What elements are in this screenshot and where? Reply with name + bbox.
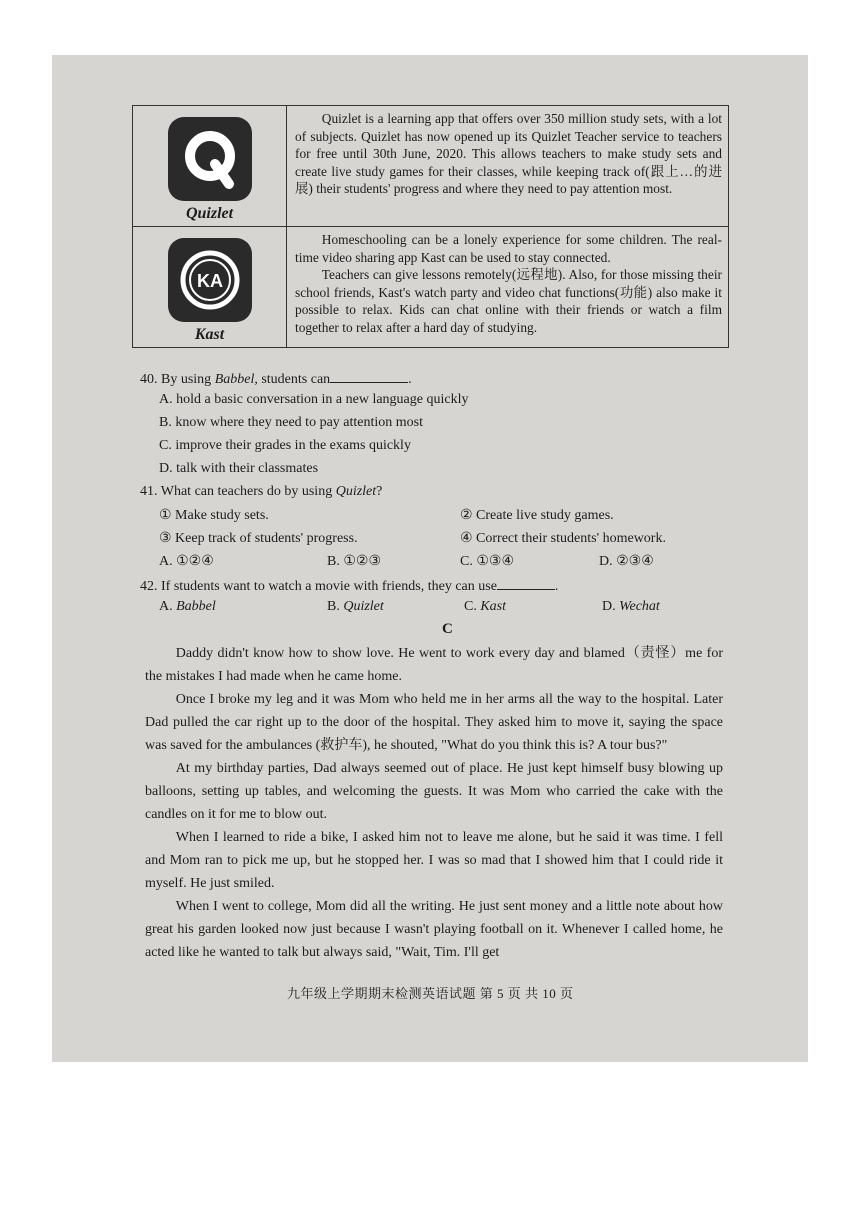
q41-statement-2: ② Create live study games. xyxy=(460,508,614,523)
app-row-kast xyxy=(133,227,729,348)
kast-logo-cell xyxy=(133,227,287,348)
quizlet-name: Quizlet xyxy=(185,205,234,222)
kast-name: Kast xyxy=(194,326,225,343)
kast-paragraph-1: Homeschooling can be a lonely experience for some children. The real-time video sharing app Kast can be used to stay connected. xyxy=(295,232,722,265)
q41-option-c: C. ①③④ xyxy=(460,554,514,569)
q42-option-a: A. Babbel xyxy=(159,599,216,614)
q41-option-b: B. ①②③ xyxy=(327,554,381,569)
q41-statement-1: ① Make study sets. xyxy=(159,508,269,523)
q42-option-d: D. Wechat xyxy=(602,599,660,614)
passage-paragraph-1: Daddy didn't know how to show love. He went to work every day and blamed（责怪）me for the mistakes I had made when he came home. xyxy=(145,646,723,684)
q40-option-d: D. talk with their classmates xyxy=(159,461,319,476)
answer-blank xyxy=(330,369,408,383)
passage-paragraph-2: Once I broke my leg and it was Mom who held me in her arms all the way to the hospital. Later Dad pulled the car right up to the door of the hospital. They asked him to move it, saying the space was saved for the ambulances (救护车), he shouted, "What do you think this is? A tour bus?" xyxy=(145,692,723,753)
section-heading: C xyxy=(442,621,453,637)
question-40-stem: 40. By using Babbel, students can . xyxy=(140,369,412,388)
kast-logo-icon xyxy=(168,238,252,322)
answer-blank xyxy=(497,576,555,590)
exam-page xyxy=(52,55,808,1062)
kast-paragraph-2: Teachers can give lessons remotely(远程地). Also, for those missing their school friends, Kast's watch party and video chat functions(功能) also make it possible to relax. Kids can chat online with their friends or watch a film together to relax after a hard day of studying. xyxy=(295,267,722,335)
question-42-stem: 42. If students want to watch a movie with friends, they can use . xyxy=(140,576,558,595)
passage-c xyxy=(145,642,723,964)
quizlet-paragraph: Quizlet is a learning app that offers over 350 million study sets, with a lot of subjects. Quizlet has now opened up its Quizlet Teacher service to teachers for free until 30th June, 2020. This allows teachers to make study sets and create live study games for their classes, while keeping track of(跟上…的进展) their students' progress and where they need to pay attention most. xyxy=(295,111,722,197)
app-info-table xyxy=(132,105,729,348)
question-41-stem: 41. What can teachers do by using Quizlet? xyxy=(140,484,383,499)
q40-option-a: A. hold a basic conversation in a new language quickly xyxy=(159,392,469,407)
app-row-quizlet xyxy=(133,106,729,227)
q40-option-b: B. know where they need to pay attention most xyxy=(159,415,423,430)
page-footer: 九年级上学期期末检测英语试题 第 5 页 共 10 页 xyxy=(287,986,574,1001)
quizlet-description xyxy=(287,106,729,227)
quizlet-logo-cell xyxy=(133,106,287,227)
q41-statement-3: ③ Keep track of students' progress. xyxy=(159,531,358,546)
q42-option-c: C. Kast xyxy=(464,599,507,614)
quizlet-logo-icon xyxy=(168,117,252,201)
q40-option-c: C. improve their grades in the exams quickly xyxy=(159,438,411,453)
kast-description xyxy=(287,227,729,348)
q42-option-b: B. Quizlet xyxy=(327,599,384,614)
q41-statement-4: ④ Correct their students' homework. xyxy=(460,531,666,546)
passage-paragraph-4: When I learned to ride a bike, I asked him not to leave me alone, but he said it was time. I fell and Mom ran to pick me up, but he stopped her. I was so mad that I showed him that I could ride it myself. He just smiled. xyxy=(145,830,723,891)
kast-logo-text: KA xyxy=(196,271,223,291)
passage-paragraph-5: When I went to college, Mom did all the writing. He just sent money and a little note about how great his garden looked now just because I wasn't playing football on it. Whenever I called home, he acted like he wanted to talk but always said, "Wait, Tim. I'll get xyxy=(145,899,723,960)
q41-option-a: A. ①②④ xyxy=(159,554,214,569)
q41-option-d: D. ②③④ xyxy=(599,554,654,569)
passage-paragraph-3: At my birthday parties, Dad always seemed out of place. He just kept himself busy blowing up balloons, setting up tables, and welcoming the guests. It was Mom who carried the cake with the candles on it for me to blow out. xyxy=(145,761,723,822)
